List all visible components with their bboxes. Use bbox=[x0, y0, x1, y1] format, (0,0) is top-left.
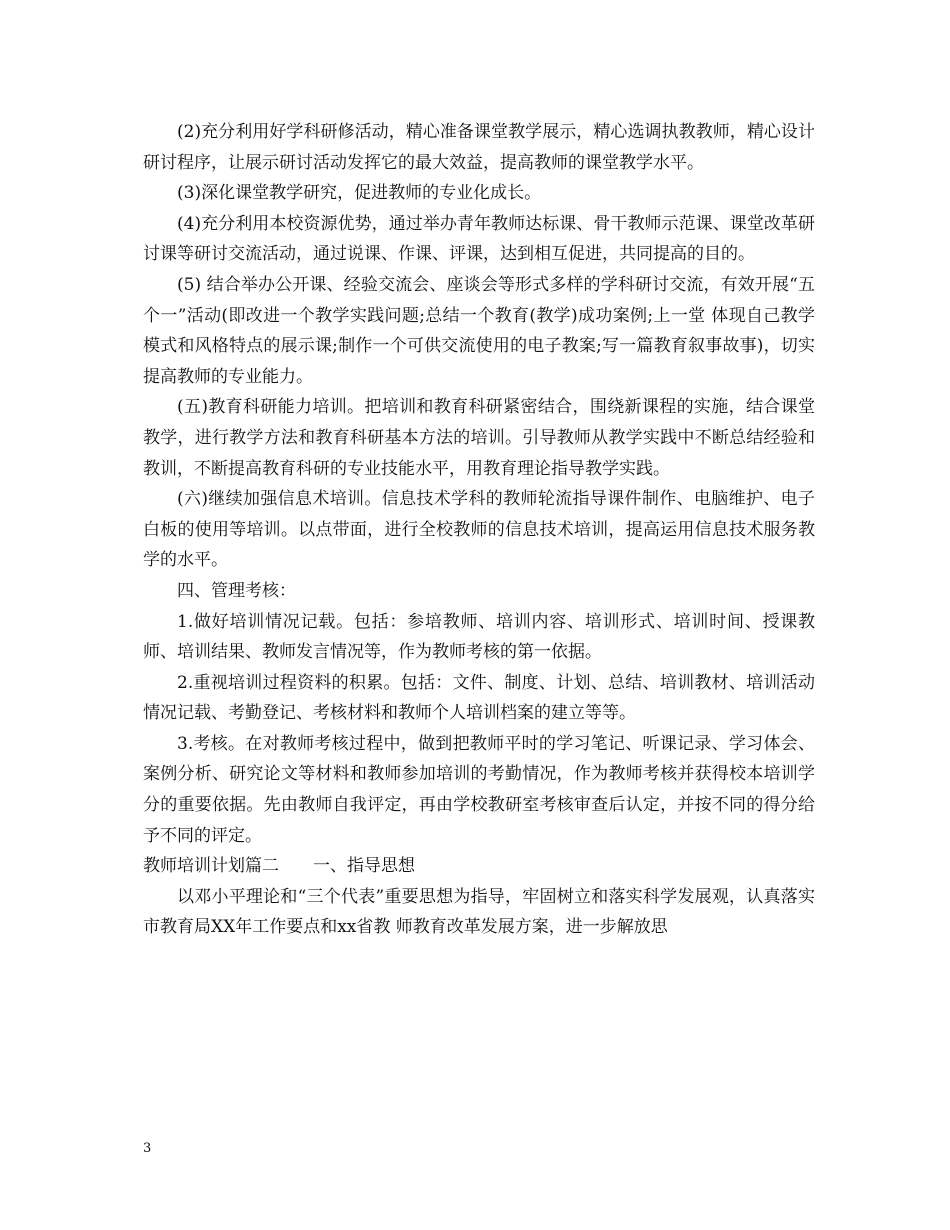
paragraph: 3.考核。在对教师考核过程中，做到把教师平时的学习笔记、听课记录、学习体会、案例分析、研究论文等材料和教师参加培训的考勤情况，作为教师考核并获得校本培训学分的重要依据。先由教师自我评定，再由学校教研室考核审查后认定，并按不同的得分给予不同的评定。 bbox=[143, 733, 815, 846]
section-heading-management: 四、管理考核： bbox=[177, 580, 296, 601]
paragraph: (五)教育科研能力培训。把培训和教育科研紧密结合，围绕新课程的实施，结合课堂教学，进行教学方法和教育科研基本方法的培训。引导教师从教学实践中不断总结经验和教训，不断提高教育科研的专业技能水平，用教育理论指导教学实践。 bbox=[143, 397, 815, 479]
paragraph: (4)充分利用本校资源优势，通过举办青年教师达标课、骨干教师示范课、课堂改革研讨课等研讨交流活动，通过说课、作课、评课，达到相互促进，共同提高的目的。 bbox=[143, 213, 815, 265]
section-heading: 教师培训计划篇二 一、指导思想 bbox=[143, 856, 415, 877]
paragraph: 2.重视培训过程资料的积累。包括：文件、制度、计划、总结、培训教材、培训活动情况记载、考勤登记、考核材料和教师个人培训档案的建立等等。 bbox=[143, 672, 815, 724]
paragraph: (3)深化课堂教学研究，促进教师的专业化成长。 bbox=[177, 183, 542, 204]
paragraph: (六)继续加强信息术培训。信息技术学科的教师轮流指导课件制作、电脑维护、电子白板的使用等培训。以点带面，进行全校教师的信息技术培训，提高运用信息技术服务教学的水平。 bbox=[143, 489, 815, 571]
document-body bbox=[143, 117, 815, 943]
paragraph: (2)充分利用好学科研修活动，精心准备课堂教学展示，精心选调执教教师，精心设计研讨程序，让展示研讨活动发挥它的最大效益，提高教师的课堂教学水平。 bbox=[143, 122, 815, 173]
paragraph: 以邓小平理论和“三个代表”重要思想为指导，牢固树立和落实科学发展观，认真落实市教育局XX年工作要点和xx省教 师教育改革发展方案，进一步解放思 bbox=[143, 886, 815, 938]
paragraph: (5) 结合举办公开课、经验交流会、座谈会等形式多样的学科研讨交流，有效开展“五个一”活动(即改进一个教学实践问题;总结一个教育(教学)成功案例;上一堂 体现自己教学模式和风格特点的展示课;制作一个可供交流使用的电子教案;写一篇教育叙事故事)，切实提高教师的专业能力。 bbox=[143, 274, 815, 387]
page-number: 3 bbox=[143, 1141, 152, 1156]
paragraph: 1.做好培训情况记载。包括：参培教师、培训内容、培训形式、培训时间、授课教师、培训结果、教师发言情况等，作为教师考核的第一依据。 bbox=[143, 611, 815, 663]
